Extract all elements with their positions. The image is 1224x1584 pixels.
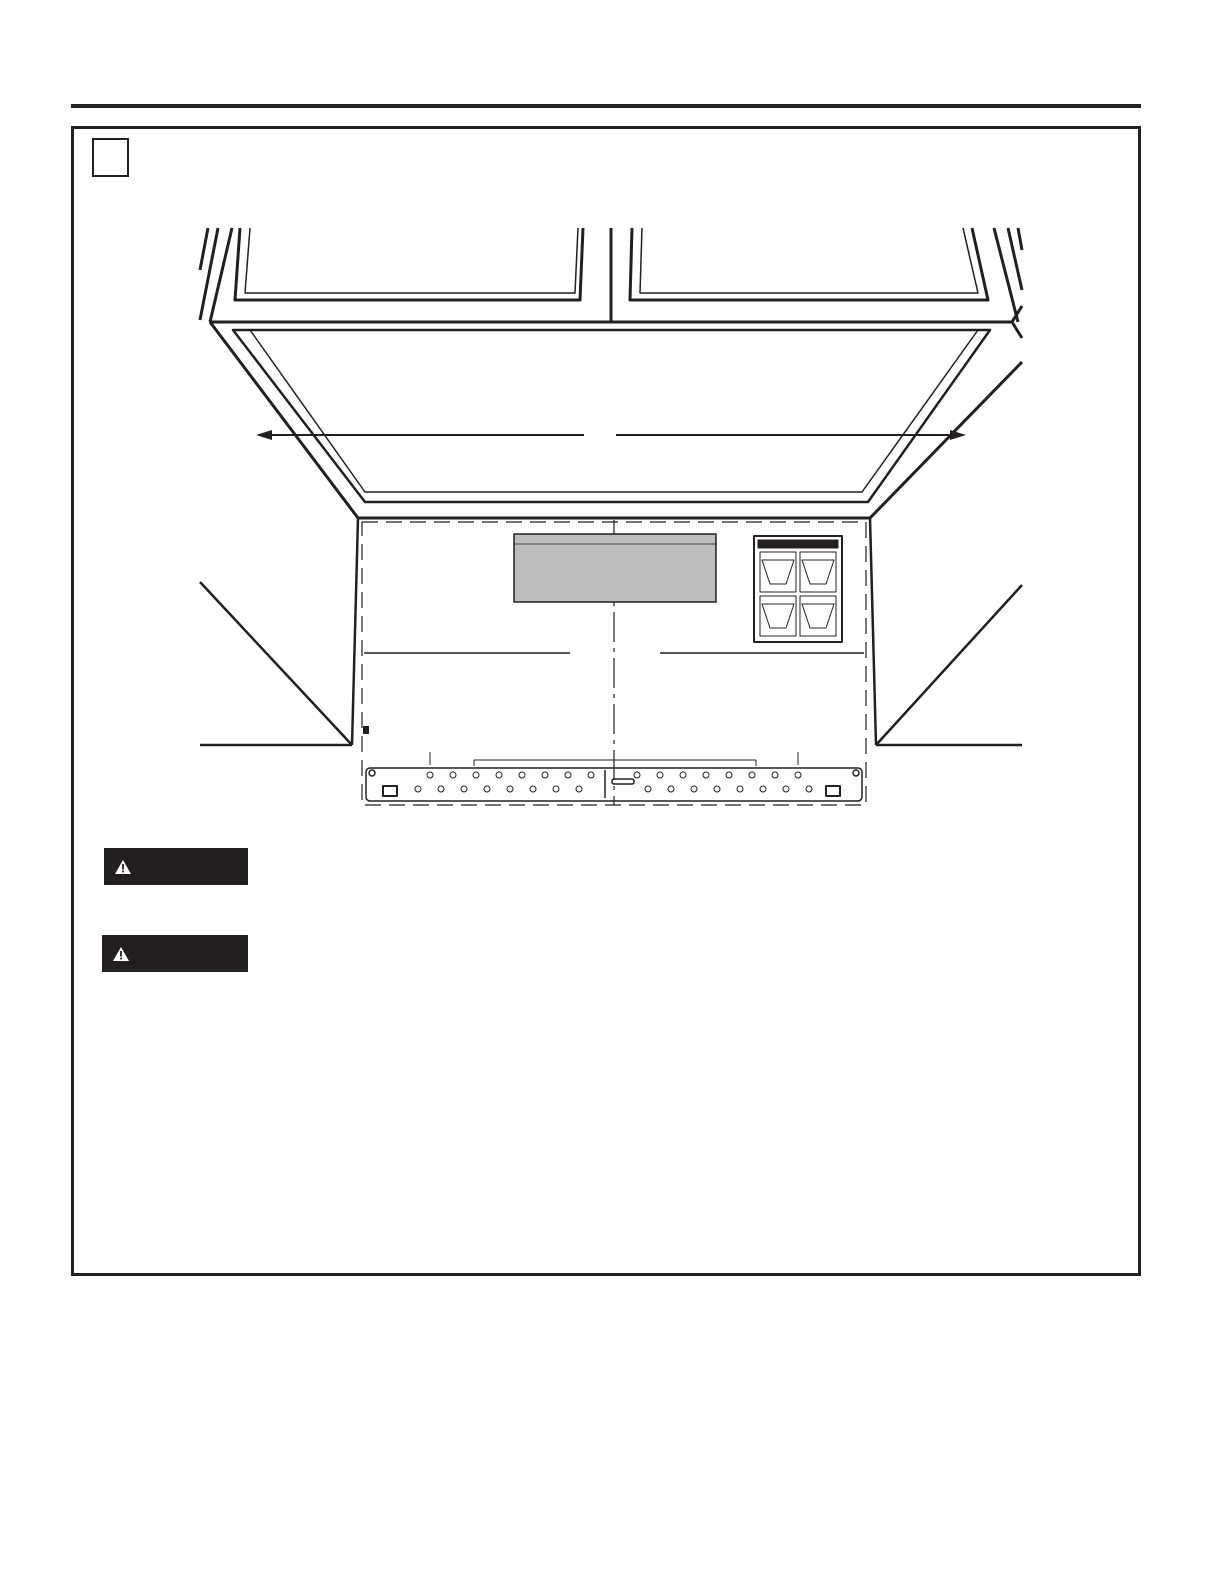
cabinet-right-side [994,228,1022,322]
warning-triangle-icon [112,946,130,962]
template-marker [363,726,369,734]
upper-cabinet-right-door [630,228,988,300]
instruction-label [754,536,842,642]
warning-banner-1 [104,848,248,885]
warning-triangle-icon [114,859,132,875]
wall-left [200,582,352,745]
arrow-right-head [950,430,966,440]
cabinet-bottom-frame [210,306,1022,518]
warning-banner-2 [102,935,248,972]
upper-cabinet-left-door [235,228,583,300]
arrow-left-head [256,430,272,440]
wall-right [876,585,1022,745]
cabinet-left-side [200,228,232,322]
